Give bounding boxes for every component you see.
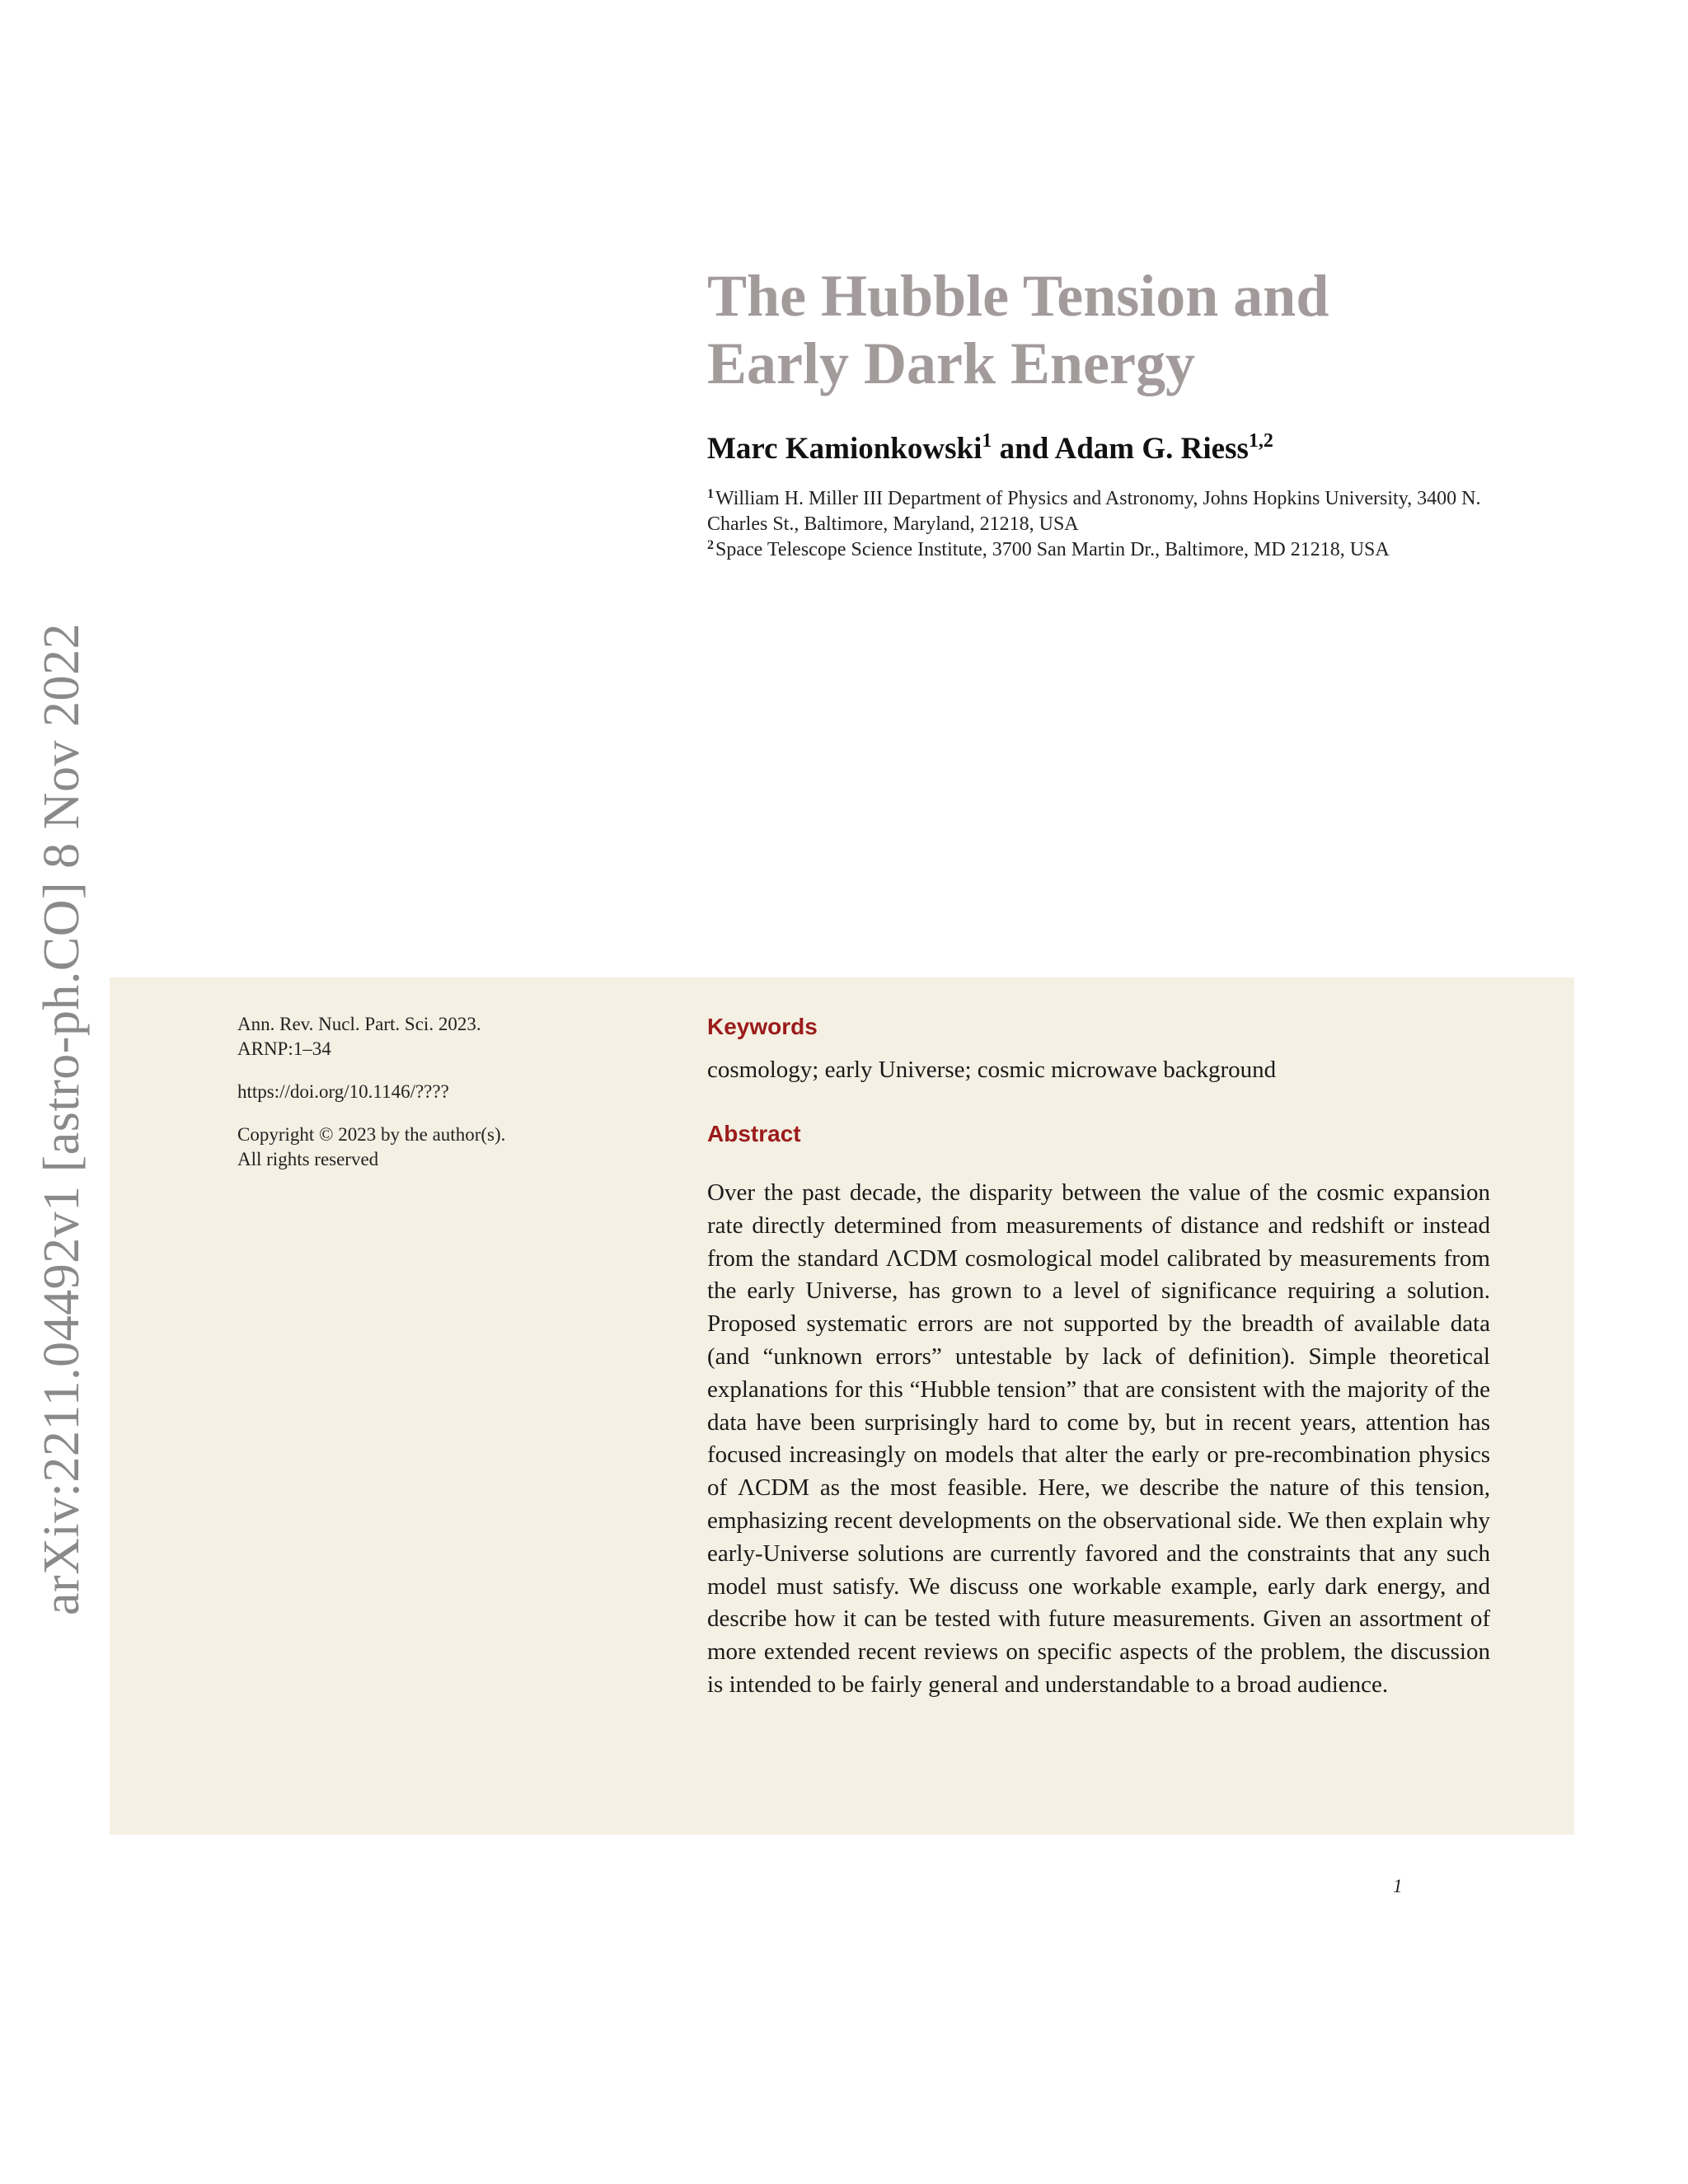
affiliation-mark: 2: [707, 538, 714, 552]
author-affil-mark: 1,2: [1248, 430, 1273, 452]
author-affil-mark: 1: [982, 430, 992, 452]
arxiv-stamp: [26, 527, 101, 1615]
keywords-text: cosmology; early Universe; cosmic microwave background: [707, 1057, 1277, 1083]
author-list: [707, 430, 1531, 468]
author-connector: and: [992, 432, 1055, 466]
affiliations: [707, 486, 1498, 563]
affiliation-mark: 1: [707, 487, 714, 501]
author-name: Marc Kamionkowski: [707, 432, 982, 466]
page-number: 1: [1393, 1876, 1403, 1896]
copyright-notice: Copyright © 2023 by the author(s).: [237, 1124, 506, 1145]
affiliation-text: William H. Miller III Department of Physics and Astronomy, Johns Hopkins University, 3400 N. Charles St., Baltimore, Maryland, 21218, USA: [707, 488, 1481, 535]
publication-meta: [237, 1012, 666, 1172]
arxiv-identifier[interactable]: arXiv:2211.04492v1 [astro-ph.CO] 8 Nov 2022: [34, 623, 90, 1615]
paper-title: [707, 262, 1531, 397]
title-line-2: Early Dark Energy: [707, 330, 1195, 396]
doi-link[interactable]: https://doi.org/10.1146/????: [237, 1081, 449, 1102]
affiliation-item: [707, 486, 1498, 537]
author-name: Adam G. Riess: [1054, 432, 1249, 466]
title-line-1: The Hubble Tension and: [707, 263, 1329, 329]
affiliation-text: Space Telescope Science Institute, 3700 San Martin Dr., Baltimore, MD 21218, USA: [715, 539, 1390, 560]
keywords-heading: Keywords: [707, 1014, 818, 1039]
abstract-heading: Abstract: [707, 1121, 801, 1146]
rights-notice: All rights reserved: [237, 1149, 379, 1169]
journal-citation: Ann. Rev. Nucl. Part. Sci. 2023.: [237, 1014, 481, 1034]
affiliation-item: [707, 537, 1498, 563]
page-range: ARNP:1–34: [237, 1038, 331, 1059]
abstract-text: Over the past decade, the disparity between the value of the cosmic expansion rate directly determined from measurements of distance and redshift or instead from the standard ΛCDM cosmological model calibrated by measurements from the early Universe, has grown to a level of significance requiring a solution. Proposed systematic errors are not supported by the breadth of available data (and “unknown errors” untestable by lack of definition). Simple theoretical explanations for this “Hubble tension” that are consistent with the majority of the data have been surprisingly hard to come by, but in recent years, attention has focused increasingly on models that alter the early or pre-recombination physics of ΛCDM as the most feasible. Here, we describe the nature of this tension, emphasizing recent developments on the observational side. We then explain why early-Universe solutions are currently favored and the constraints that any such model must satisfy. We discuss one workable example, early dark energy, and describe how it can be tested with future measurements. Given an assortment of more extended recent reviews on specific aspects of the problem, the discussion is intended to be fairly general and understandable to a broad audience.: [707, 1179, 1490, 1698]
